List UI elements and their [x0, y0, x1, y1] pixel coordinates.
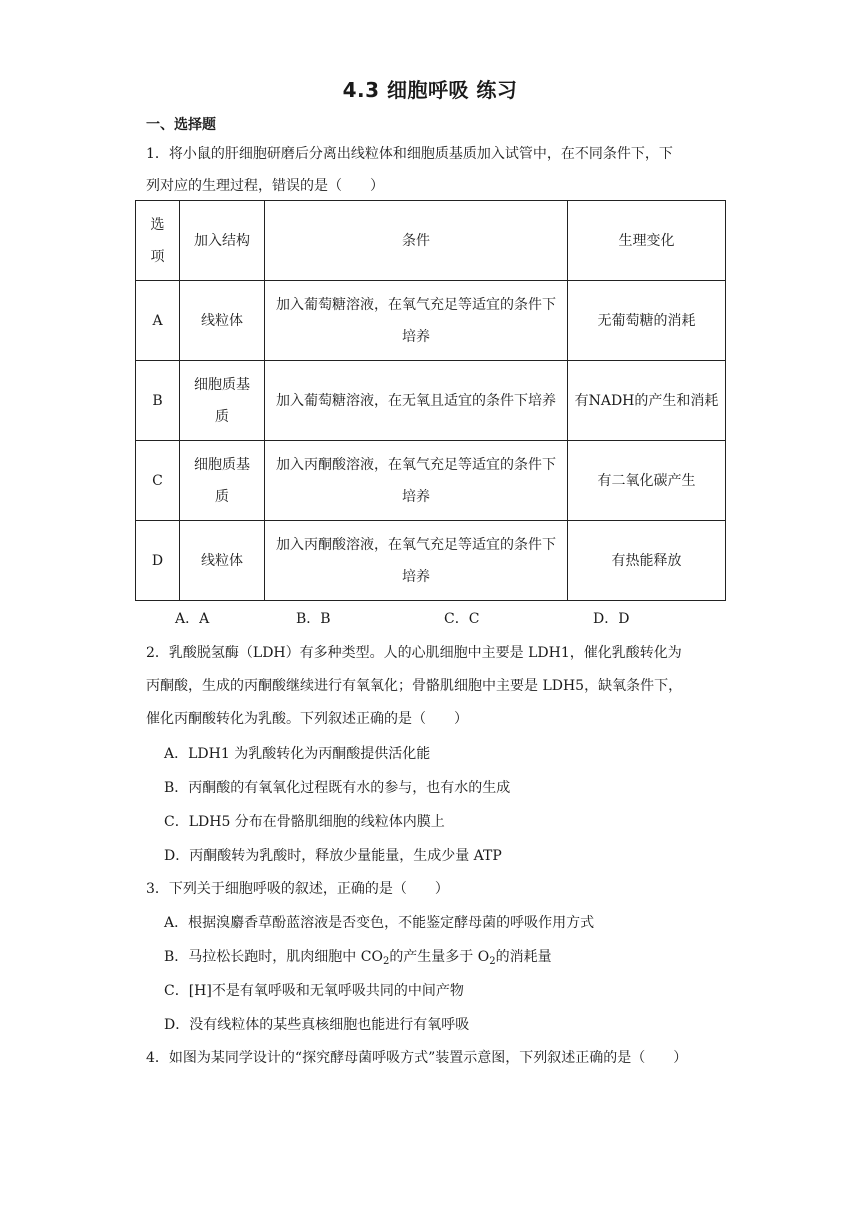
q3-option-c[interactable]: C．[H]不是有氧呼吸和无氧呼吸共同的中间产物: [164, 983, 464, 999]
q1-table: [135, 200, 726, 601]
header-condition: 条件: [265, 201, 568, 281]
q1-stem-line1: 1．将小鼠的肝细胞研磨后分离出线粒体和细胞质基质加入试管中，在不同条件下，下: [146, 146, 673, 162]
q3-option-b[interactable]: [164, 946, 552, 966]
q1-option-a[interactable]: A．A: [175, 611, 210, 627]
q2-stem-line1: 2．乳酸脱氢酶（LDH）有多种类型。人的心肌细胞中主要是 LDH1，催化乳酸转化为: [146, 645, 682, 661]
q3-option-b-text-3: 的消耗量: [495, 949, 552, 965]
row-option: A: [136, 281, 180, 361]
row-option: B: [136, 361, 180, 441]
q4-stem: 4．如图为某同学设计的“探究酵母菌呼吸方式”装置示意图，下列叙述正确的是（ ）: [146, 1050, 688, 1066]
q3-stem: 3．下列关于细胞呼吸的叙述，正确的是（ ）: [146, 881, 449, 897]
row-structure: 细胞质基质: [180, 441, 265, 521]
row-structure: 细胞质基质: [180, 361, 265, 441]
q1-option-b[interactable]: B．B: [296, 611, 331, 627]
co2-subscript: 2: [382, 956, 390, 967]
q3-option-a[interactable]: A．根据溴麝香草酚蓝溶液是否变色，不能鉴定酵母菌的呼吸作用方式: [164, 915, 595, 931]
q3-option-d[interactable]: D．没有线粒体的某些真核细胞也能进行有氧呼吸: [164, 1017, 470, 1033]
q2-option-d[interactable]: D．丙酮酸转为乳酸时，释放少量能量，生成少量 ATP: [164, 848, 502, 864]
q3-option-b-text-2: 的产生量多于 O: [389, 949, 490, 965]
row-change: 有热能释放: [568, 521, 726, 601]
table-row: [136, 281, 726, 361]
row-structure: 线粒体: [180, 521, 265, 601]
header-option: 选项: [136, 201, 180, 281]
row-option: D: [136, 521, 180, 601]
q1-option-c[interactable]: C．C: [444, 611, 480, 627]
row-option: C: [136, 441, 180, 521]
row-condition: 加入葡萄糖溶液，在氧气充足等适宜的条件下培养: [265, 281, 568, 361]
table-row: [136, 361, 726, 441]
row-change: 无葡萄糖的消耗: [568, 281, 726, 361]
q2-stem-line2: 丙酮酸，生成的丙酮酸继续进行有氧氧化；骨骼肌细胞中主要是 LDH5，缺氧条件下，: [146, 678, 683, 694]
q2-option-a[interactable]: A．LDH1 为乳酸转化为丙酮酸提供活化能: [164, 746, 431, 762]
row-change: 有NADH的产生和消耗: [568, 361, 726, 441]
row-structure: 线粒体: [180, 281, 265, 361]
q2-option-b[interactable]: B．丙酮酸的有氧氧化过程既有水的参与，也有水的生成: [164, 780, 511, 796]
q1-stem-line2: 列对应的生理过程，错误的是（ ）: [146, 178, 384, 194]
q3-option-b-text-1: B．马拉松长跑时，肌肉细胞中 CO: [164, 949, 383, 965]
header-structure: 加入结构: [180, 201, 265, 281]
row-change: 有二氧化碳产生: [568, 441, 726, 521]
q2-option-c[interactable]: C．LDH5 分布在骨骼肌细胞的线粒体内膜上: [164, 814, 445, 830]
q1-option-d[interactable]: D．D: [593, 611, 630, 627]
q1-options: [0, 608, 860, 628]
table-header-row: [136, 201, 726, 281]
table-row: [136, 441, 726, 521]
q2-stem-line3: 催化丙酮酸转化为乳酸。下列叙述正确的是（ ）: [146, 711, 468, 727]
row-condition: 加入丙酮酸溶液，在氧气充足等适宜的条件下培养: [265, 441, 568, 521]
page-title: 4.3 细胞呼吸 练习: [342, 78, 518, 102]
table-row: [136, 521, 726, 601]
row-condition: 加入丙酮酸溶液，在氧气充足等适宜的条件下培养: [265, 521, 568, 601]
o2-subscript: 2: [489, 956, 496, 967]
header-change: 生理变化: [568, 201, 726, 281]
row-condition: 加入葡萄糖溶液，在无氧且适宜的条件下培养: [265, 361, 568, 441]
section-heading: 一、选择题: [146, 117, 216, 133]
